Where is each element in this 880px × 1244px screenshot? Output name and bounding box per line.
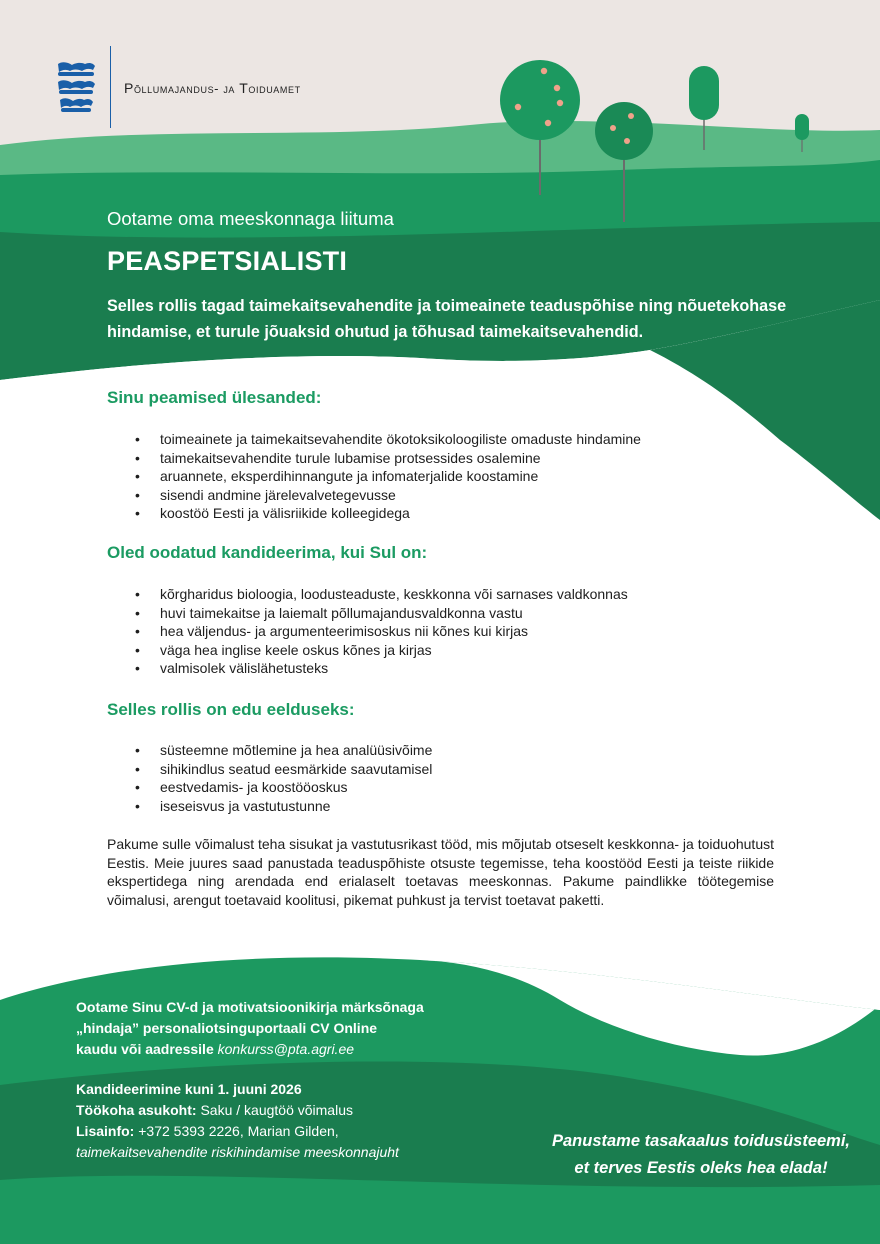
tree-fruit [624,138,630,144]
offer-paragraph: Pakume sulle võimalust teha sisukat ja vastutusrikast tööd, mis mõjutab otseselt keskkonna- ja toiduohutust Eestis. Meie juures saad panustada teaduspõhiste otsuste tegemisse, teha koostööd Eesti ja teiste riikide ekspertidega ning arendada end erialaselt toetavas meeskonnas. Pakume paindlikke töötegemise võimalusi, arengut toetavaid koolitusi, pikemat puhkust ja tervist toetavat paketti. [107,836,774,908]
info-line [76,1121,399,1142]
tree-fruit [557,100,563,106]
job-title: PEASPETSIALISTI [107,246,348,276]
contact-role: taimekaitsevahendite riskihindamise meeskonnajuht [76,1144,399,1160]
tree-crown-1 [500,60,580,140]
tree-fruit [515,104,521,110]
apply-line-3 [76,1039,424,1060]
info-label: Lisainfo: [76,1123,135,1139]
requirements-heading: Oled oodatud kandideerima, kui Sul on: [107,543,428,562]
list-item: • sihikindlus seatud eesmärkide saavutamisel [135,760,432,779]
slogan-line-1: Panustame tasakaalus toidusüsteemi, [551,1132,851,1150]
location-line [76,1100,399,1121]
location-value: Saku / kaugtöö võimalus [200,1102,353,1118]
role-description: Selles rollis tagad taimekaitsevahendite ja toimeainete teaduspõhise ning nõuetekohase hindamise, et turule jõuaksid ohutud ja tõhusad taimekaitsevahendid. [107,297,787,341]
tasks-heading: Sinu peamised ülesanded: [107,388,322,407]
success-heading: Selles rollis on edu eelduseks: [107,700,355,719]
list-item: • sisendi andmine järelevalvetegevusse [135,486,641,505]
slogan [540,1128,862,1182]
slogan-line-2: et terves Eestis oleks hea elada! [574,1159,828,1177]
success-list [135,741,432,815]
apply-line-2: „hindaja” personaliotsinguportaali CV Online [76,1020,378,1036]
requirements-list [135,585,628,678]
list-item: • eestvedamis- ja koostööoskus [135,778,432,797]
tree-fruit [541,68,547,74]
hero-intro: Ootame oma meeskonnaga liituma [107,208,394,229]
info-value: +372 5393 2226, Marian Gilden, [138,1123,339,1139]
list-item: • kõrgharidus bioloogia, loodusteaduste, keskkonna või sarnases valdkonnas [135,585,628,604]
tree-crown-2 [595,102,653,160]
contact-info [76,1079,399,1163]
tree-fruit [545,120,551,126]
list-item: • huvi taimekaitse ja laiemalt põllumajandusvaldkonna vastu [135,604,628,623]
tree-fruit [610,125,616,131]
apply-line-3-text: kaudu või aadressile [76,1041,214,1057]
organization-name: Põllumajandus- ja Toiduamet [124,80,301,96]
tasks-list [135,430,641,523]
logo-divider [110,46,111,128]
list-item: • iseseisvus ja vastutustunne [135,797,432,816]
tree-crown-3 [689,66,719,120]
list-item: • hea väljendus- ja argumenteerimisoskus nii kõnes kui kirjas [135,622,628,641]
application-email-link[interactable]: konkurss@pta.agri.ee [217,1041,355,1057]
estonian-coat-of-arms-icon [54,58,98,120]
list-item: • aruannete, eksperdihinnangute ja infomaterjalide koostamine [135,467,641,486]
apply-line-1: Ootame Sinu CV-d ja motivatsioonikirja märksõnaga [76,999,424,1015]
list-item: • toimeainete ja taimekaitsevahendite ökotoksikoloogiliste omaduste hindamine [135,430,641,449]
list-item: • koostöö Eesti ja välisriikide kolleegidega [135,504,641,523]
deadline: Kandideerimine kuni 1. juuni 2026 [76,1081,302,1097]
application-info [76,997,424,1060]
tree-fruit [554,85,560,91]
location-label: Töökoha asukoht: [76,1102,197,1118]
tree-crown-4 [795,114,809,140]
list-item: • valmisolek välislähetusteks [135,659,628,678]
list-item: • taimekaitsevahendite turule lubamise protsessides osalemine [135,449,641,468]
list-item: • süsteemne mõtlemine ja hea analüüsivõime [135,741,432,760]
tree-fruit [628,113,634,119]
list-item: • väga hea inglise keele oskus kõnes ja kirjas [135,641,628,660]
